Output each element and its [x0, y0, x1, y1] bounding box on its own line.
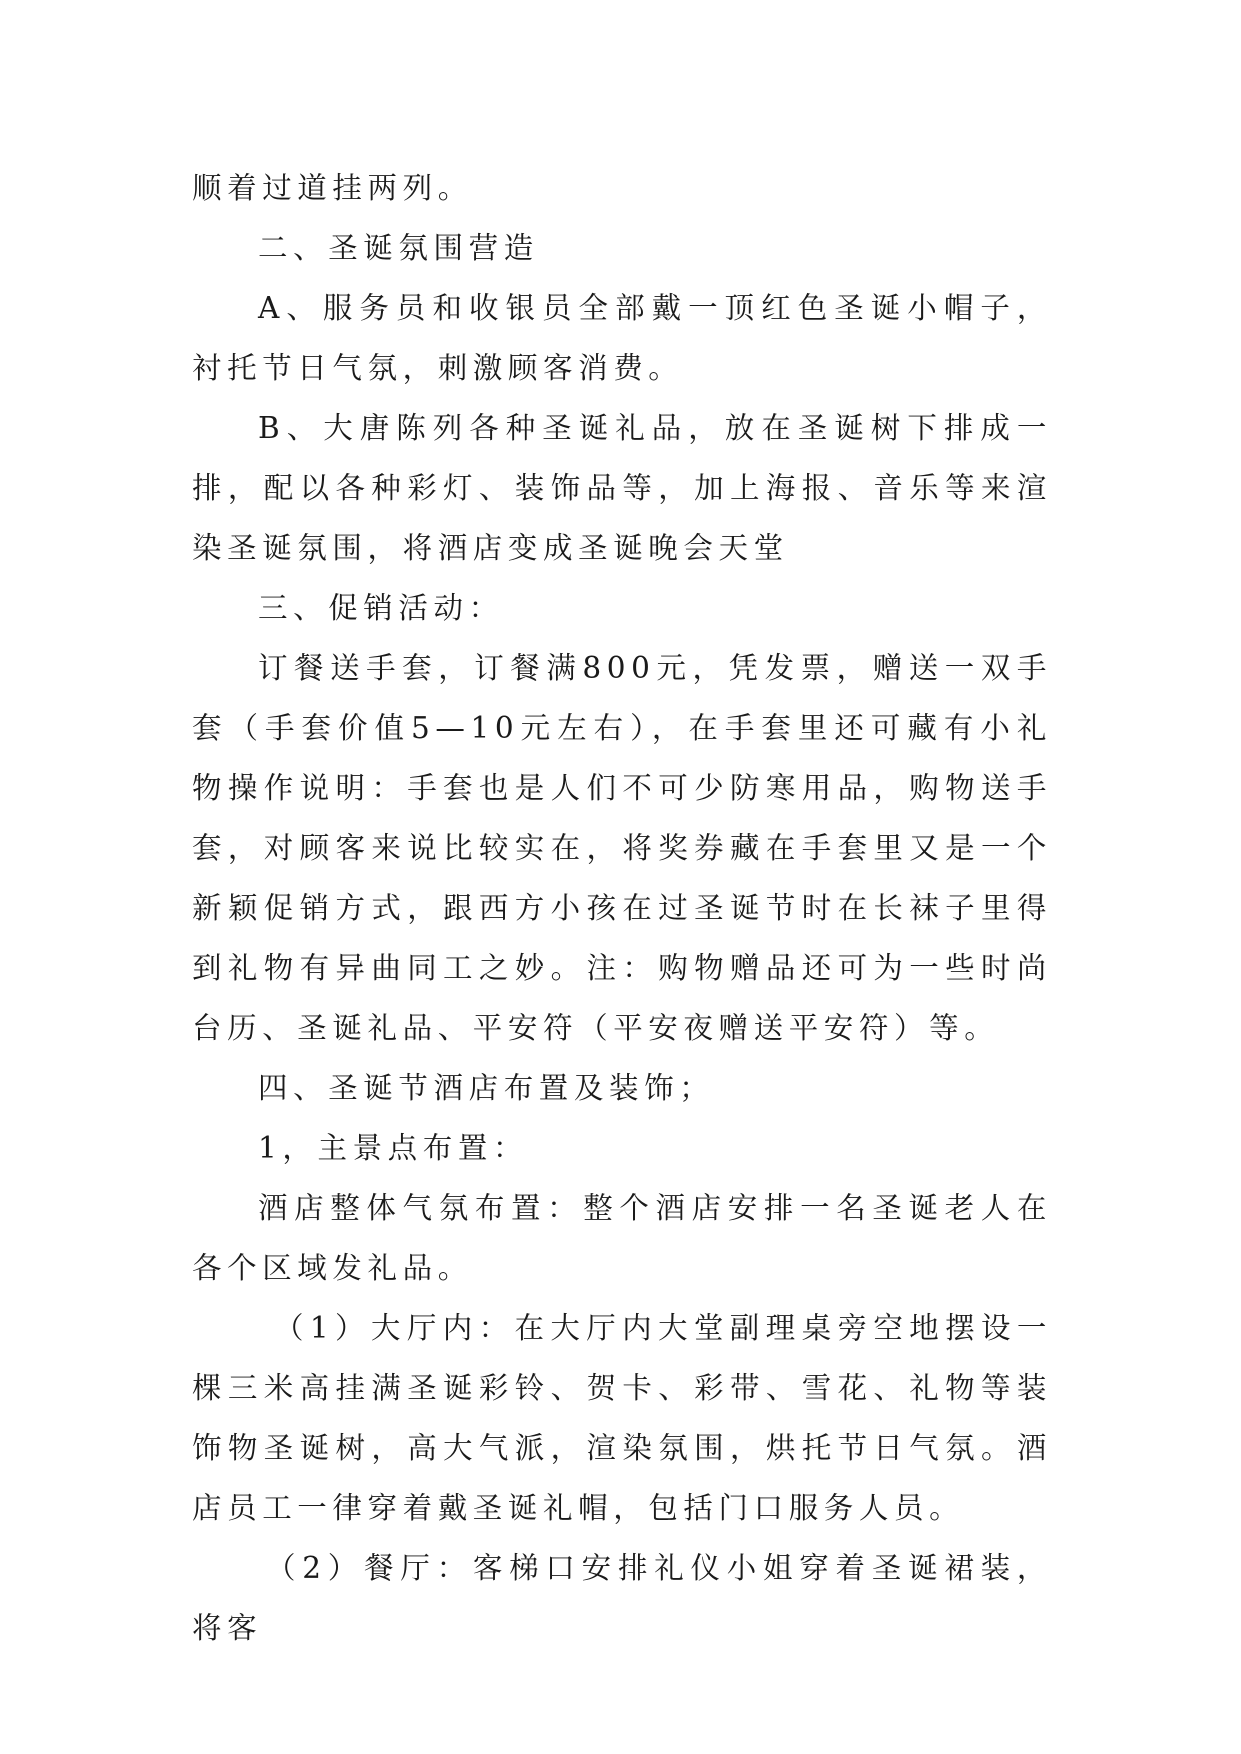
section-heading-decoration: 四、圣诞节酒店布置及装饰；: [258, 1071, 715, 1105]
document-body: [192, 158, 1052, 1658]
paragraph-gift-display: B、大唐陈列各种圣诞礼品，放在圣诞树下排成一排，配以各种彩灯、装饰品等，加上海报、音乐等来渲染圣诞氛围，将酒店变成圣诞晚会天堂: [192, 411, 1052, 565]
section-heading-promotion: 三、促销活动：: [258, 591, 504, 625]
paragraph-staff-hats: A、服务员和收银员全部戴一顶红色圣诞小帽子，衬托节日气氛，刺激顾客消费。: [192, 291, 1052, 385]
paragraph-lobby: （1）大厅内：在大厅内大堂副理桌旁空地摆设一棵三米高挂满圣诞彩铃、贺卡、彩带、雪花、礼物等装饰物圣诞树，高大气派，渲染氛围，烘托节日气氛。酒店员工一律穿着戴圣诞礼帽，包括门口服务人员。: [192, 1311, 1052, 1525]
paragraph-restaurant: （2）餐厅：客梯口安排礼仪小姐穿着圣诞裙装，将客: [192, 1551, 1052, 1645]
section-heading-atmosphere: 二、圣诞氛围营造: [258, 231, 539, 265]
paragraph-continuation: 顺着过道挂两列。: [192, 171, 473, 205]
paragraph-gloves-promotion: 订餐送手套，订餐满800元，凭发票，赠送一双手套（手套价值5—10元左右），在手套里还可藏有小礼物操作说明：手套也是人们不可少防寒用品，购物送手套，对顾客来说比较实在，将奖券藏在手套里又是一个新颖促销方式，跟西方小孩在过圣诞节时在长袜子里得到礼物有异曲同工之妙。注：购物赠品还可为一些时尚台历、圣诞礼品、平安符（平安夜赠送平安符）等。: [192, 651, 1052, 1045]
paragraph-overall-atmosphere: 酒店整体气氛布置：整个酒店安排一名圣诞老人在各个区域发礼品。: [192, 1191, 1052, 1285]
subheading-main-scene: 1，主景点布置：: [258, 1131, 529, 1165]
